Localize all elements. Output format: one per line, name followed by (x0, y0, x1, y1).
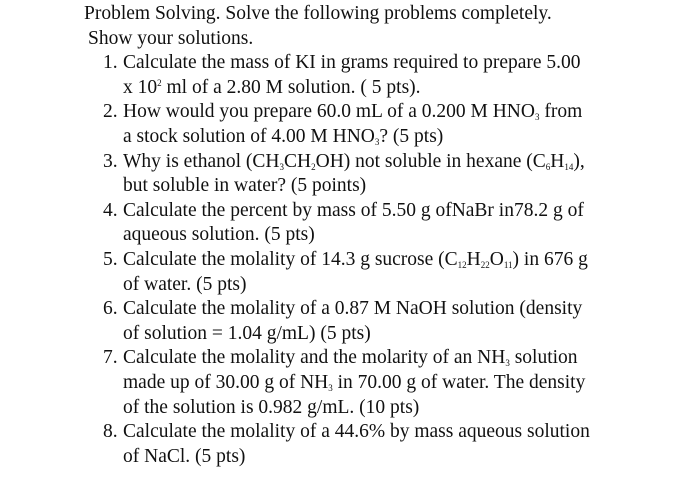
instructions-subheading: Show your solutions. (88, 27, 254, 49)
problem-text-line: of the solution is 0.982 g/mL. (10 pts) (123, 396, 420, 418)
problem-text-line: of solution = 1.04 g/mL) (5 pts) (123, 322, 371, 344)
subscript: 3 (505, 358, 510, 369)
subscript: 12 (457, 259, 467, 270)
problem-item (84, 420, 684, 469)
problem-text-line: x $10^2$ ml of a 2.80 M solution. ( 5 pts). (123, 76, 421, 98)
subscript: 3 (328, 382, 333, 393)
problem-item (84, 346, 684, 420)
problem-text-line: Calculate the percent by mass of 5.50 g ofNaBr in78.2 g of (123, 199, 584, 221)
problem-text-line: Calculate the molality and the molarity of an $NH_3$ solution (123, 347, 578, 369)
problem-text-line: Calculate the molality of a 44.6% by mass aqueous solution (123, 421, 590, 443)
subscript: 3 (374, 136, 380, 147)
subscript: 6 (545, 161, 551, 172)
problem-text-line: but soluble in water? (5 points) (123, 175, 367, 197)
problem-item (84, 100, 684, 149)
problem-text-line: a stock solution of 4.00 M $HNO_3$? (5 pts) (123, 125, 444, 147)
problem-number: 8. (103, 421, 118, 443)
problem-list (84, 51, 684, 469)
problem-number: 2. (103, 101, 118, 123)
problem-text-line: Calculate the molality of a 0.87 M NaOH solution (density (123, 298, 583, 320)
problem-text-line: made up of 30.00 g of $NH_3$ in 70.00 g of water. The density (123, 371, 586, 393)
subscript: 22 (480, 259, 490, 270)
problem-number: 4. (103, 199, 118, 221)
subscript: 11 (503, 259, 513, 270)
problem-sheet (84, 2, 684, 469)
problem-number: 7. (103, 347, 118, 369)
subscript: 2 (311, 161, 316, 172)
problem-number: 1. (103, 52, 118, 74)
problem-text-line: Calculate the molality of 14.3 g sucrose $(C_{12}H_{22}O_{11})$ in 676 g (123, 248, 588, 270)
problem-text-line: of NaCl. (5 pts) (123, 445, 246, 467)
problem-item (84, 297, 684, 346)
problem-text-line: aqueous solution. (5 pts) (123, 224, 315, 246)
problem-number: 6. (103, 298, 118, 320)
problem-item (84, 199, 684, 248)
subscript: 3 (534, 112, 540, 123)
subscript: 14 (564, 161, 574, 172)
problem-item (84, 150, 684, 199)
problem-number: 5. (103, 248, 118, 270)
instructions-heading: Problem Solving. Solve the following problems completely. (84, 3, 552, 24)
subscript: 3 (279, 161, 285, 172)
problem-item (84, 51, 684, 100)
problem-item (84, 248, 684, 297)
exponent: 2 (157, 77, 162, 88)
problem-number: 3. (103, 150, 118, 172)
problem-text-line: of water. (5 pts) (123, 273, 247, 295)
problem-text-line: Why is ethanol $(CH_3CH_2OH)$ not soluble in hexane $(C_6H_{14})$, (123, 150, 585, 172)
problem-text-line: Calculate the mass of KI in grams required to prepare 5.00 (123, 52, 581, 74)
problem-text-line: How would you prepare 60.0 mL of a 0.200 M $HNO_3$ from (123, 101, 583, 123)
